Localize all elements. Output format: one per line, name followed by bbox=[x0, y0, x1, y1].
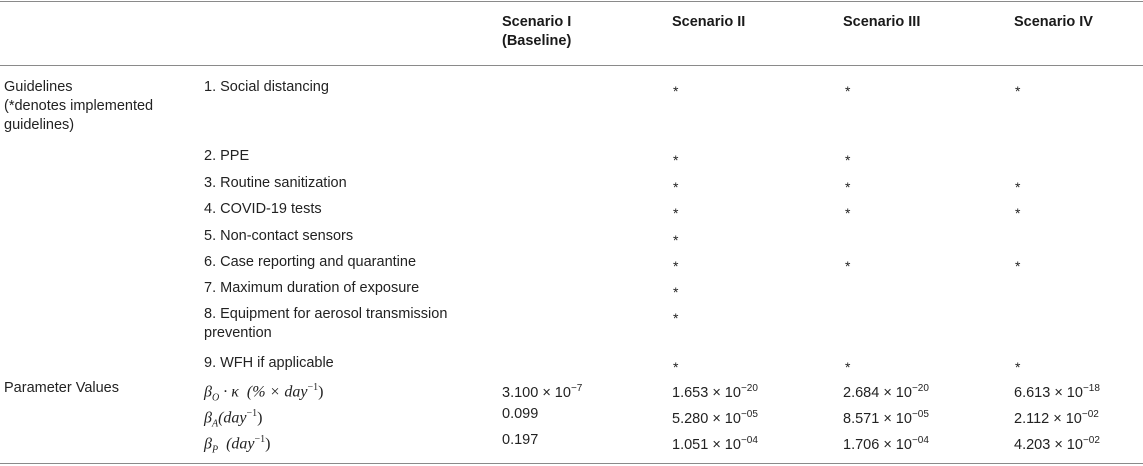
parameter-value: $2.684 \times 10^{-20}$ bbox=[843, 383, 929, 401]
implemented-marker: * bbox=[673, 205, 679, 221]
guideline-text: 8. Equipment for aerosol transmission bbox=[204, 306, 448, 322]
implemented-marker: * bbox=[1015, 179, 1021, 195]
parameter-value: $8.571 \times 10^{-05}$ bbox=[843, 409, 929, 427]
header-scenario-3: Scenario III bbox=[843, 14, 921, 30]
guideline-text: 9. WFH if applicable bbox=[204, 355, 334, 371]
implemented-marker: * bbox=[845, 205, 851, 221]
parameter-symbol: $\beta_P$ (day$^{-1}$) bbox=[204, 434, 271, 456]
header-scenario-2: Scenario II bbox=[672, 14, 746, 30]
header-scenario-4: Scenario IV bbox=[1014, 14, 1093, 30]
parameter-symbol: $\beta_A(day^{-1})$ bbox=[204, 408, 263, 430]
header-scenario-1: Scenario I bbox=[502, 14, 572, 30]
parameter-symbol: $\beta_O \cdot \kappa$ (% × day$^{-1}$) bbox=[204, 382, 324, 404]
parameter-value: $6.613 \times 10^{-18}$ bbox=[1014, 383, 1100, 401]
parameter-value: $2.112 \times 10^{-02}$ bbox=[1014, 409, 1099, 427]
parameter-value: $5.280 \times 10^{-05}$ bbox=[672, 409, 758, 427]
header-scenario-1-baseline: (Baseline) bbox=[502, 33, 572, 49]
implemented-marker: * bbox=[673, 310, 679, 326]
parameter-value: $4.203 \times 10^{-02}$ bbox=[1014, 435, 1100, 453]
implemented-marker: * bbox=[673, 258, 679, 274]
guideline-text: 1. Social distancing bbox=[204, 79, 329, 95]
implemented-marker: * bbox=[845, 179, 851, 195]
implemented-marker: * bbox=[845, 359, 851, 375]
implemented-marker: * bbox=[845, 152, 851, 168]
guidelines-note-2: guidelines) bbox=[4, 117, 75, 133]
bottom-rule bbox=[0, 463, 1143, 464]
implemented-marker: * bbox=[673, 284, 679, 300]
implemented-marker: * bbox=[1015, 359, 1021, 375]
parameter-value: $1.051 \times 10^{-04}$ bbox=[672, 435, 758, 453]
implemented-marker: * bbox=[673, 232, 679, 248]
implemented-marker: * bbox=[673, 152, 679, 168]
guideline-text: 6. Case reporting and quarantine bbox=[204, 254, 417, 270]
implemented-marker: * bbox=[673, 83, 679, 99]
parameter-value: 0.197 bbox=[502, 432, 539, 448]
implemented-marker: * bbox=[673, 179, 679, 195]
implemented-marker: * bbox=[1015, 205, 1021, 221]
implemented-marker: * bbox=[1015, 83, 1021, 99]
guideline-text-continued: prevention bbox=[204, 325, 272, 341]
parameter-value: 0.099 bbox=[502, 406, 539, 422]
guidelines-label: Guidelines bbox=[4, 79, 73, 95]
guideline-text: 5. Non-contact sensors bbox=[204, 228, 354, 244]
guideline-text: 4. COVID-19 tests bbox=[204, 201, 322, 217]
parameter-value: $3.100 \times 10^{-7}$ bbox=[502, 383, 583, 401]
parameter-value: $1.706 \times 10^{-04}$ bbox=[843, 435, 929, 453]
guideline-text: 2. PPE bbox=[204, 148, 250, 164]
implemented-marker: * bbox=[845, 258, 851, 274]
parameter-values-label: Parameter Values bbox=[4, 380, 119, 396]
top-rule bbox=[0, 1, 1143, 2]
implemented-marker: * bbox=[845, 83, 851, 99]
header-rule bbox=[0, 65, 1143, 66]
guidelines-note-1: (*denotes implemented bbox=[4, 98, 154, 114]
implemented-marker: * bbox=[673, 359, 679, 375]
parameter-value: $1.653 \times 10^{-20}$ bbox=[672, 383, 758, 401]
guideline-text: 7. Maximum duration of exposure bbox=[204, 280, 420, 296]
implemented-marker: * bbox=[1015, 258, 1021, 274]
guideline-text: 3. Routine sanitization bbox=[204, 175, 347, 191]
